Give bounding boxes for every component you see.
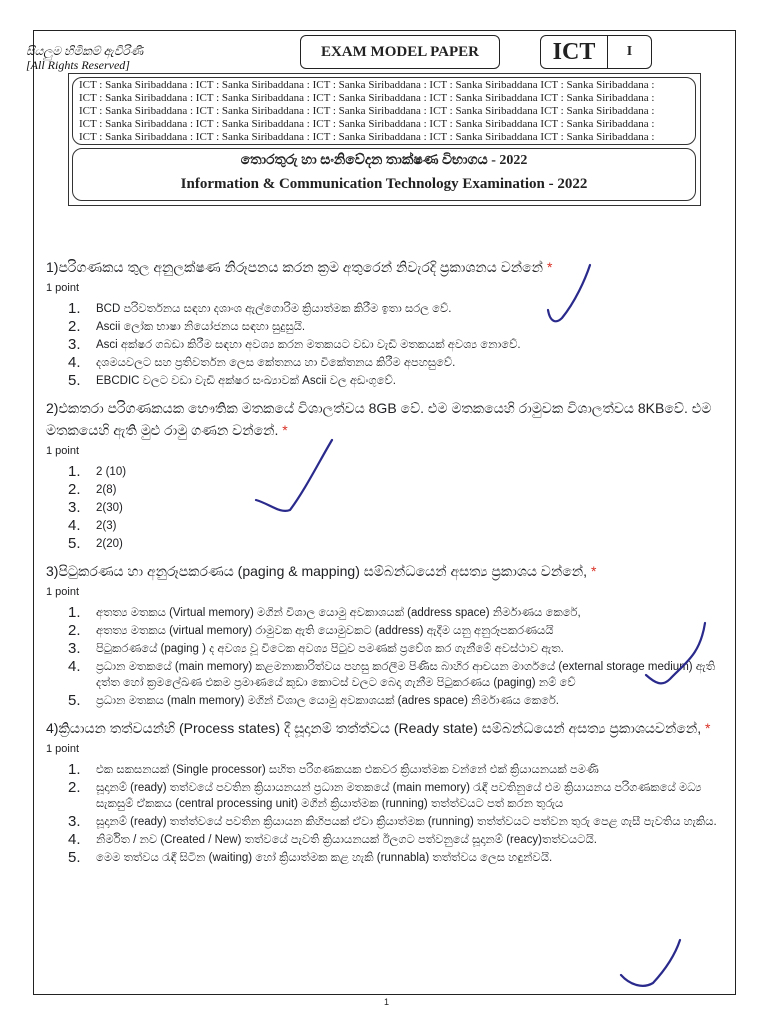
option-number: 2. (68, 318, 81, 335)
option-text: ප්‍රධාන මතකය (maln memory) මගින් විශාල යොමු අවකාශයක් (adres space) නිර්මාණය කෙරේ. (96, 695, 560, 707)
question-text: 2)එකතරා පරිගණකයක භෞතික මතකයේ විශාලත්වය 8GB වේ. එම මතකයෙහි රාමුවක විශාලත්වය 8KBවේ. එම මතකයෙහි ඇති මුළු රාමු ගණන වන්නේ. (46, 400, 712, 438)
option-item[interactable] (68, 517, 718, 534)
subject-box (540, 35, 652, 69)
option-item[interactable] (68, 336, 718, 353)
required-marker: * (590, 563, 597, 579)
points-label: 1 point (46, 586, 80, 598)
watermark-box (72, 77, 696, 145)
points-label: 1 point (46, 743, 80, 755)
option-item[interactable] (68, 354, 718, 371)
option-text: 2(20) (96, 538, 123, 550)
exam-model-paper-label: EXAM MODEL PAPER (300, 35, 500, 69)
option-text: EBCDIC වලට වඩා වැඩි අක්ෂර සංඛ්‍යාවක් Ascii වල අඩංගුවේ. (96, 375, 396, 387)
watermark-line: ICT : Sanka Siribaddana : ICT : Sanka Siribaddana : ICT : Sanka Siribaddana : ICT : Sanka Siribaddana ICT : Sanka Siribaddana : (79, 92, 655, 104)
question-title (46, 717, 718, 739)
option-item[interactable] (68, 463, 718, 480)
option-item[interactable] (68, 535, 718, 552)
option-number: 3. (68, 640, 81, 657)
option-text: සූදානම් (ready) තත්වයේ පවතින ක්‍රියායනයන් ප්‍රධාන මතකයේ (main memory) රැඳී පවතිනුයේ එම ක්‍රියායනය පරිගණකයේ මධ්‍ය සැකසුම් ඒකකය (central processing unit) මගින් ක්‍රියාත්මක (running) තත්ත්වයට පත් කරන තුරුය (96, 782, 702, 810)
watermark-line: ICT : Sanka Siribaddana : ICT : Sanka Siribaddana : ICT : Sanka Siribaddana : ICT : Sanka Siribaddana ICT : Sanka Siribaddana : (79, 105, 655, 117)
option-number: 2. (68, 622, 81, 639)
checkmark-q3 (640, 615, 720, 695)
options-list (46, 464, 718, 552)
question-text: 3)පිටුකරණය හා අනුරූපකරණය (paging & mapping) සම්බන්ධයෙන් අසත්‍ය ප්‍රකාශය වන්නේ, (46, 563, 588, 579)
watermark-line: ICT : Sanka Siribaddana : ICT : Sanka Siribaddana : ICT : Sanka Siribaddana : ICT : Sanka Siribaddana ICT : Sanka Siribaddana : (79, 131, 655, 143)
option-item[interactable] (68, 300, 718, 317)
subject-code: ICT (541, 36, 608, 68)
questions-list (46, 256, 718, 874)
option-number: 3. (68, 499, 81, 516)
question-3 (46, 560, 718, 709)
option-text: Asci අක්ෂර ගබඩා කිරීම සඳහා අවශ්‍ය කරන මතකයට වඩා වැඩි මතකයක් අවශ්‍ය නොවේ. (96, 339, 521, 351)
page-number: 1 (384, 997, 390, 1007)
option-text: 2 (10) (96, 466, 127, 478)
required-marker: * (705, 720, 711, 736)
option-number: 4. (68, 658, 81, 675)
options-list (46, 301, 718, 389)
checkmark-q1 (540, 260, 600, 330)
option-item[interactable] (68, 761, 718, 778)
option-number: 3. (68, 813, 81, 830)
option-number: 5. (68, 692, 81, 709)
option-text: දශමයවලට සහ ප්‍රතිවර්තන ලෙස කේතනය හා විකේතනය කිරීම අපහසුවේ. (96, 357, 456, 369)
option-item[interactable] (68, 481, 718, 498)
options-list (46, 605, 718, 709)
option-text: අතත්‍ය මතකය (virtual memory) රාමුවක ඇති යොමුවකට (address) ඇදීම යනු අනුරූපකරණයයි (96, 625, 554, 637)
option-item[interactable] (68, 640, 718, 657)
question-2 (46, 397, 718, 552)
exam-title-sinhala: තොරතුරු හා සංනිවේදන තාක්ෂණ විභාගය - 2022 (240, 153, 528, 168)
option-number: 5. (68, 849, 81, 866)
paper-number: I (626, 44, 633, 59)
option-item[interactable] (68, 499, 718, 516)
option-number: 2. (68, 779, 81, 796)
option-text: 2(3) (96, 520, 117, 532)
watermark-line: ICT : Sanka Siribaddana : ICT : Sanka Siribaddana : ICT : Sanka Siribaddana : ICT : Sanka Siribaddana ICT : Sanka Siribaddana : (79, 118, 655, 130)
question-4 (46, 717, 718, 866)
required-marker: * (546, 259, 553, 275)
option-text: පිටුකරණයේ (paging ) ද අවශ්‍ය වූ විටෙක අවශ්‍ය පිටුව පමණක් ප්‍රවේශ කර ගැනීමේ අවස්ථාව ඇත. (96, 643, 564, 655)
option-item[interactable] (68, 318, 718, 335)
option-item[interactable] (68, 658, 718, 691)
option-number: 3. (68, 336, 81, 353)
exam-title (72, 148, 696, 201)
option-item[interactable] (68, 622, 718, 639)
option-item[interactable] (68, 372, 718, 389)
option-number: 5. (68, 535, 81, 552)
checkmark-q4 (615, 935, 695, 995)
option-number: 1. (68, 604, 81, 621)
option-number: 2. (68, 481, 81, 498)
option-item[interactable] (68, 831, 718, 848)
option-item[interactable] (68, 849, 718, 866)
rights-sinhala: සියලුම හිමිකම් ඇවිරිණි (26, 44, 144, 58)
option-number: 1. (68, 761, 81, 778)
option-item[interactable] (68, 779, 718, 812)
option-number: 4. (68, 831, 81, 848)
option-text: ප්‍රධාන මතකයේ (main memory) කළමනාකාරිත්වය පහසු කරලීම පිණිස බාහිර ආචයන මාර්ගයේ (external storage medium) ඇති දත්ත හෝ ක්‍රමලේඛණ එකම ප්‍රමාණයේ කුඩා කොටස් වලට බෙදා ගැනීම පිටුකරණය (paging) නම් වේ (96, 661, 716, 689)
option-text: සූදානම් (ready) තත්ත්වයේ පවතින ක්‍රියායන කිහිපයක් ඒවා ක්‍රියාත්මක (running) තත්ත්වයට පත්වන තුරු පෙළ ගැසී පැවතිය හැකිය. (96, 816, 717, 828)
options-list (46, 762, 718, 866)
exam-title-english: Information & Communication Technology Examination - 2022 (180, 176, 588, 192)
question-text: 1)පරිගණකය තුල අනුලක්ෂණ නිරූපනය කරන ක්‍රම අතුරෙන් නිවැරදි ප්‍රකාශනය වන්නේ (46, 259, 544, 275)
option-number: 4. (68, 517, 81, 534)
option-number: 1. (68, 463, 81, 480)
question-text: 4)ක්‍රියායන තත්වයන්හි (Process states) දී සූදානම් තත්ත්වය (Ready state) සම්බන්ධයෙන් අසත්‍ය ප්‍රකාශයවන්නේ, (46, 720, 702, 736)
question-title (46, 397, 718, 441)
option-text: නිර්මිත / නව (Created / New) තත්වයේ පැවති ක්‍රියායනයක් ඊලගට පත්වනුයේ සූදානම් (reacy)තත්වයටයි. (96, 834, 597, 846)
option-text: මෙම තත්වය රැඳී සිටින (waiting) හෝ ක්‍රියාත්මක කළ හැකි (runnabla) තත්ත්වය ලෙස හඳුන්වයි. (96, 852, 553, 864)
checkmark-q2 (250, 430, 340, 520)
option-text: 2(30) (96, 502, 123, 514)
option-text: එක සකසනයක් (Single processor) සහිත පරිගණකයක එකවර ක්‍රියාත්මක වන්නේ එක් ක්‍රියායනයක් පමණි (96, 764, 599, 776)
option-text: 2(8) (96, 484, 117, 496)
option-text: අතත්‍ය මතකය (Virtual memory) මගින් විශාල යොමු අවකාශයක් (address space) නිර්මාණය කෙරේ, (96, 607, 581, 619)
question-title (46, 256, 718, 278)
option-item[interactable] (68, 692, 718, 709)
points-label: 1 point (46, 445, 80, 457)
question-title (46, 560, 718, 582)
option-text: Ascii ලෝක භාෂා නියෝජනය සඳහා සුදුසුයි. (96, 321, 306, 333)
option-number: 1. (68, 300, 81, 317)
option-item[interactable] (68, 813, 718, 830)
points-label: 1 point (46, 282, 80, 294)
option-number: 4. (68, 354, 81, 371)
option-number: 5. (68, 372, 81, 389)
watermark-line: ICT : Sanka Siribaddana : ICT : Sanka Siribaddana : ICT : Sanka Siribaddana : ICT : Sanka Siribaddana ICT : Sanka Siribaddana : (79, 79, 655, 91)
option-text: BCD පරිවර්තනය සඳහා දශාංශ ඇල්ගොරිම ක්‍රියාත්මක කිරීම ඉතා සරල වේ. (96, 303, 452, 315)
rights-english: [All Rights Reserved] (26, 58, 130, 72)
required-marker: * (282, 422, 288, 438)
rights-notice (26, 44, 143, 72)
question-1 (46, 256, 718, 389)
option-item[interactable] (68, 604, 718, 621)
